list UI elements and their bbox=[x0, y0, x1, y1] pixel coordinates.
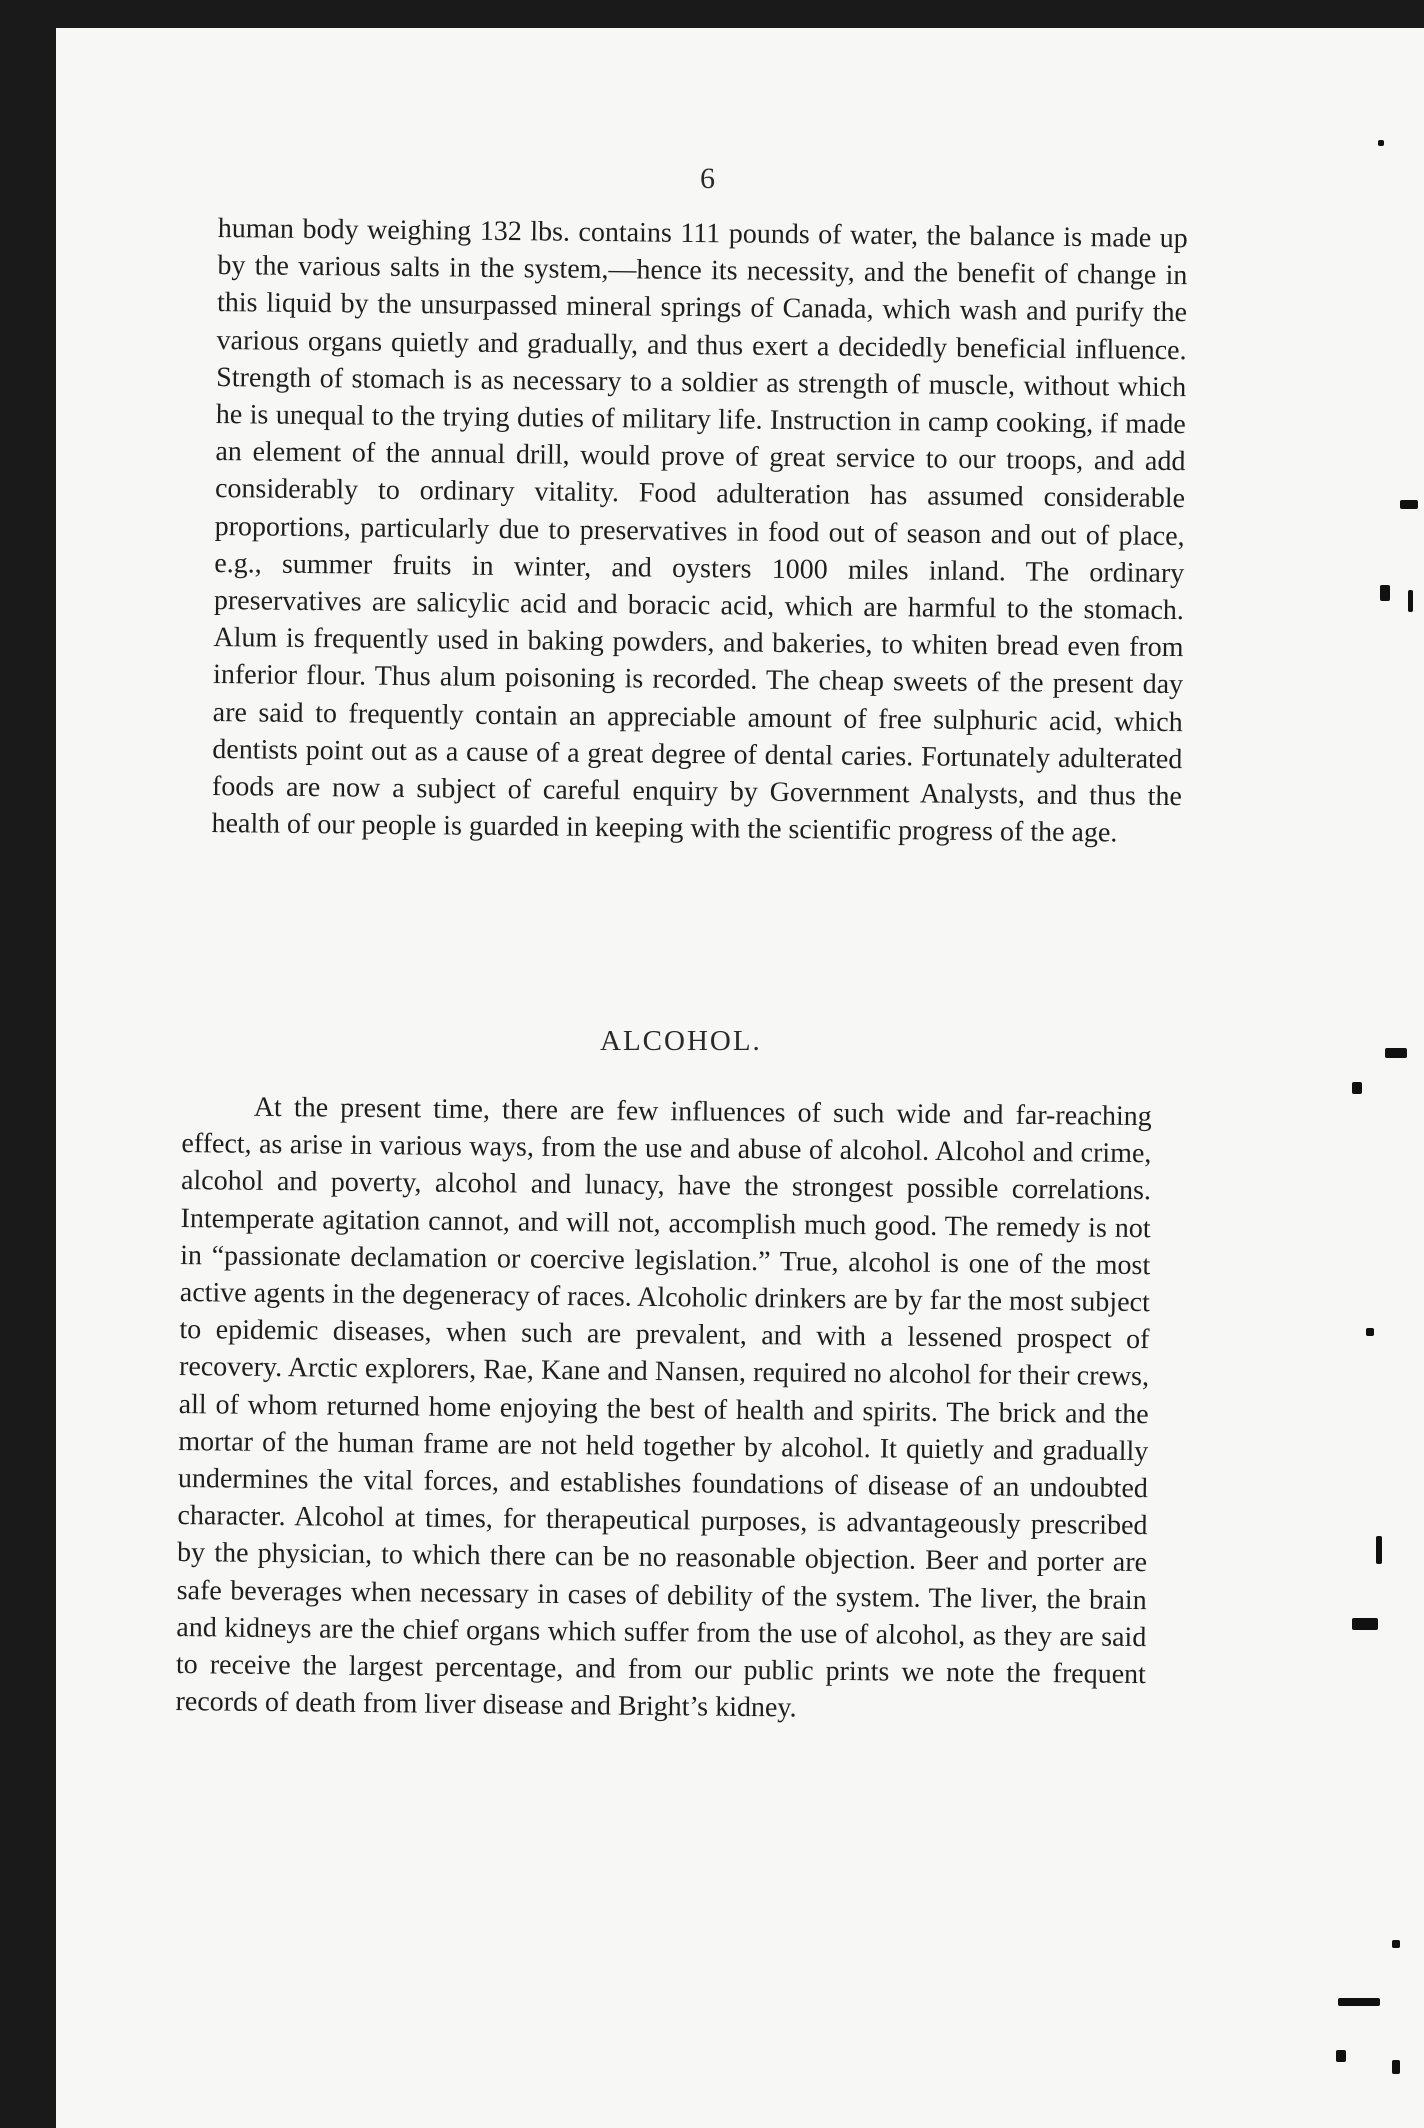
scan-speck bbox=[1408, 590, 1413, 612]
scan-speck bbox=[1352, 1618, 1378, 1630]
scan-speck bbox=[1385, 1048, 1407, 1058]
paragraph-alcohol: At the present time, there are few influences of such wide and far-reaching effect, as arise in various ways, from the use and abuse of alcohol. Alcohol and crime, alcohol and poverty, alcohol and lunacy, have the strongest possible correlations. Intemperate agitation cannot, and will not, accomplish much good. The remedy is not in “passionate declamation or coercive legislation.” True, alcohol is one of the most active agents in the degeneracy of races. Alcoholic drinkers are by far the most subject to epidemic diseases, when such are prevalent, and with a lessened prospect of recovery. Arctic explorers, Rae, Kane and Nansen, required no alcohol for their crews, all of whom returned home enjoying the best of health and spirits. The brick and the mortar of the human frame are not held together by alcohol. It quietly and gradually undermines the vital forces, and establishes foundations of disease of an undoubted character. Alcohol at times, for therapeutical purposes, is advantageously prescribed by the physician, to which there can be no reasonable objection. Beer and porter are safe beverages when necessary in cases of debility of the system. The liver, the brain and kidneys are the chief organs which suffer from the use of alcohol, as they are said to receive the largest percentage, and from our public prints we note the frequent records of death from liver disease and Bright’s kidney. bbox=[175, 1091, 1152, 1724]
scan-speck bbox=[1336, 2050, 1346, 2062]
text-block-water bbox=[211, 210, 1188, 853]
scan-speck bbox=[1376, 1536, 1382, 1564]
paragraph-water: human body weighing 132 lbs. contains 111 pounds of water, the balance is made up by the various salts in the system,—hence its necessity, and the benefit of change in this liquid by the unsurpassed mineral springs of Canada, which wash and purify the various organs quietly and gradually, and thus exert a decidedly beneficial influence. Strength of stomach is as necessary to a soldier as strength of muscle, without which he is unequal to the trying duties of military life. Instruction in camp cooking, if made an element of the annual drill, would prove of great service to our troops, and add considerably to ordinary vitality. Food adulteration has assumed considerable proportions, particularly due to preservatives in food out of season and out of place, e.g., summer fruits in winter, and oysters 1000 miles inland. The ordinary preservatives are salicylic acid and boracic acid, which are harmful to the stomach. Alum is frequently used in baking powders, and bakeries, to whiten bread even from inferior flour. Thus alum poisoning is recorded. The cheap sweets of the present day are said to frequently contain an appreciable amount of free sulphuric acid, which dentists point out as a cause of a great degree of dental caries. Fortunately adulterated foods are now a subject of careful enquiry by Government Analysts, and thus the health of our people is guarded in keeping with the scientific progress of the age. bbox=[211, 212, 1188, 849]
scan-speck bbox=[1366, 1328, 1374, 1336]
page-number: 6 bbox=[700, 162, 715, 195]
scan-speck bbox=[1338, 1998, 1380, 2006]
scan-speck bbox=[1400, 500, 1418, 509]
scan-speck bbox=[1392, 1940, 1400, 1948]
section-heading-alcohol: ALCOHOL. bbox=[600, 1025, 762, 1057]
scan-speck bbox=[1380, 585, 1390, 601]
text-block-alcohol bbox=[175, 1088, 1152, 1731]
scan-speck bbox=[1378, 140, 1384, 146]
scan-speck bbox=[1352, 1082, 1362, 1094]
scan-speck bbox=[1392, 2060, 1400, 2074]
